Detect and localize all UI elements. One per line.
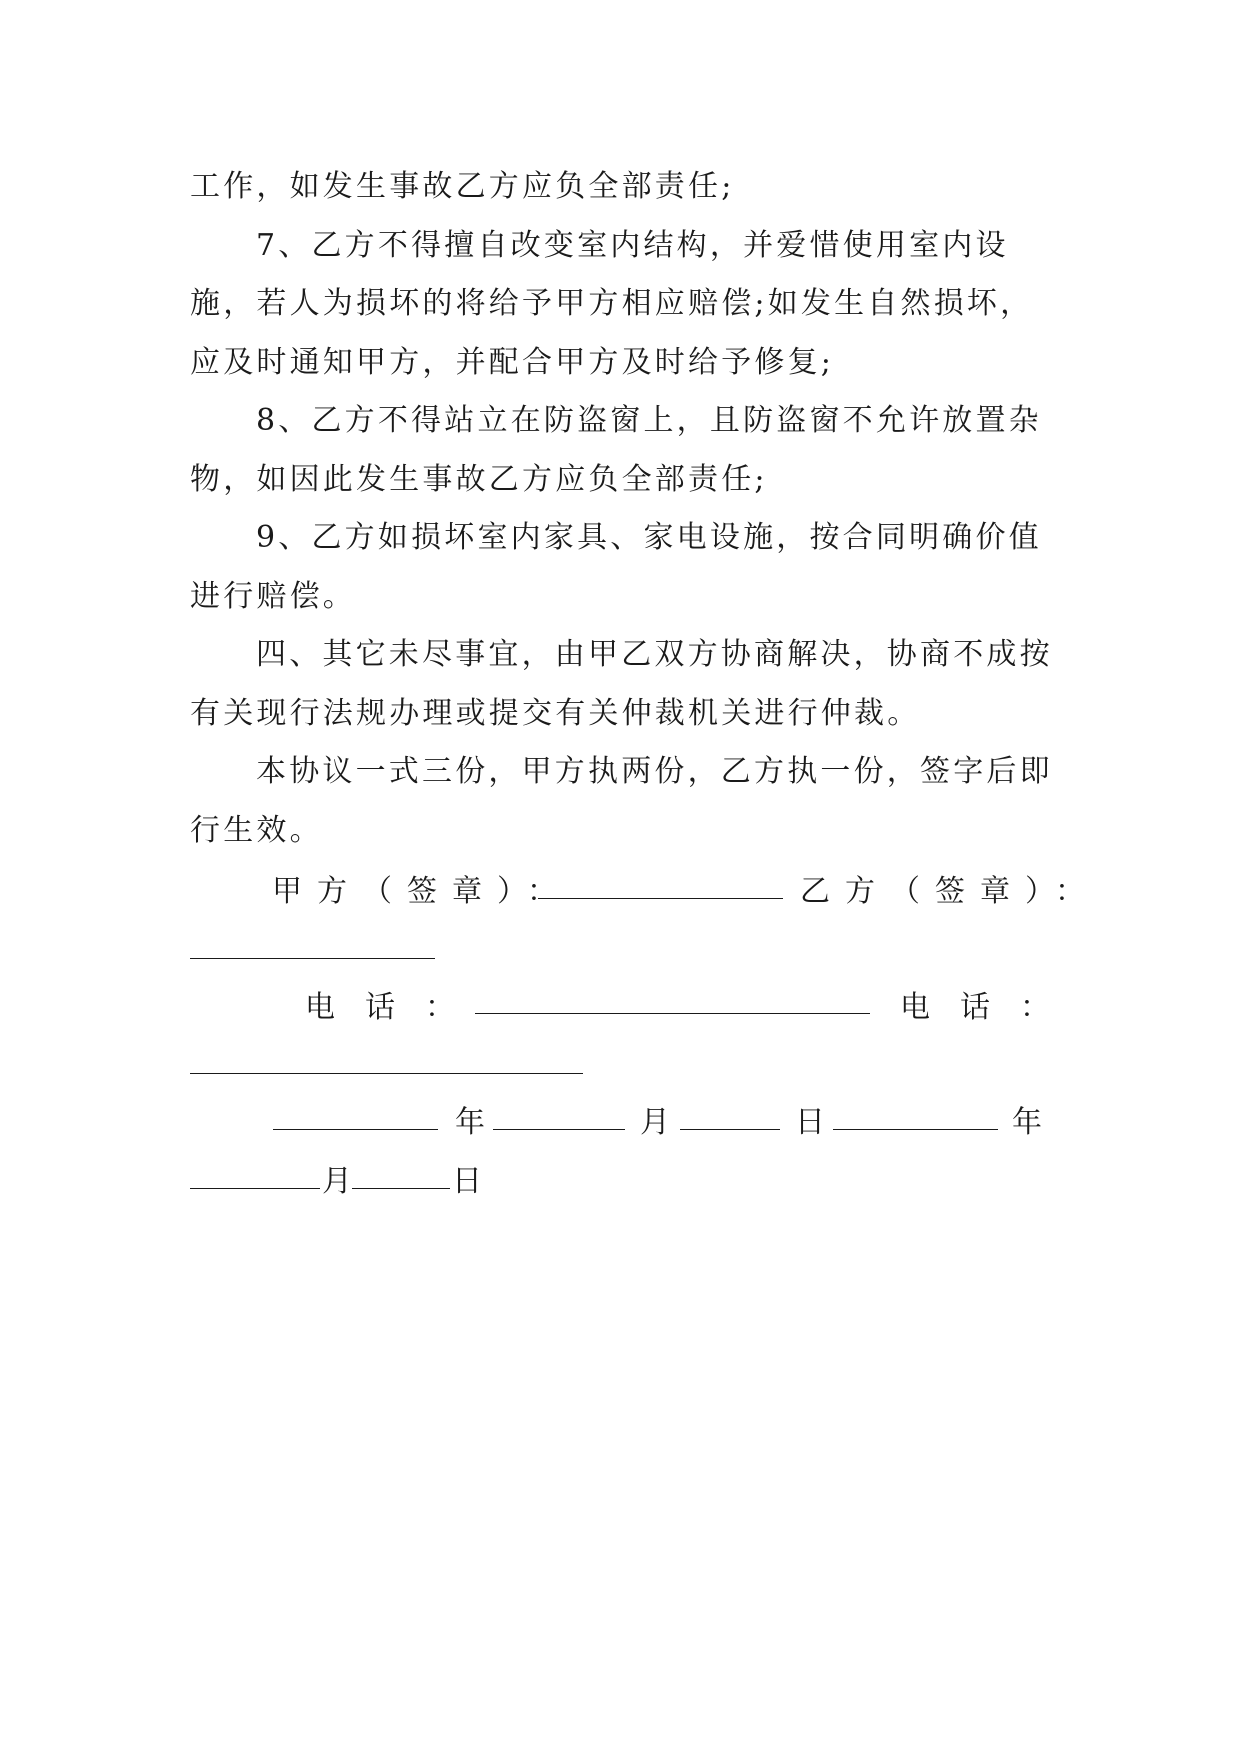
date-a-month-label: 月 [640, 1105, 673, 1140]
paragraph: 8、乙方不得站立在防盗窗上，且防盗窗不允许放置杂物，如因此发生事故乙方应负全部责任; [190, 403, 1042, 497]
date-b-day-blank [352, 1166, 450, 1189]
date-a-day-label: 日 [795, 1105, 828, 1140]
date-b-year-label: 年 [1012, 1105, 1045, 1140]
party-a-signature-blank [538, 876, 783, 899]
phone-b-blank [190, 1051, 583, 1074]
paragraph: 本协议一式三份，甲方执两份，乙方执一份，签字后即行生效。 [190, 754, 1053, 848]
paragraph: 工作，如发生事故乙方应负全部责任; [190, 169, 735, 204]
paragraph: 四、其它未尽事宜，由甲乙双方协商解决，协商不成按有关现行法规办理或提交有关仲裁机关进行仲裁。 [190, 637, 1053, 731]
date-b-month-blank [190, 1166, 320, 1189]
party-b-label: 乙方（签章）： [800, 874, 1100, 909]
party-b-signature-blank [190, 936, 435, 959]
document-body [190, 158, 1060, 860]
party-a-signature-line [272, 866, 572, 910]
paragraph: 9、乙方如损坏室内家具、家电设施，按合同明确价值进行赔偿。 [190, 520, 1042, 614]
phone-b-line [900, 982, 1080, 1026]
party-b-signature-line [800, 866, 1100, 910]
phone-a-label: 电话： [305, 990, 485, 1025]
date-a-year-label: 年 [455, 1105, 488, 1140]
date-b-month-label: 月 [322, 1164, 355, 1199]
phone-a-blank [475, 991, 870, 1014]
paragraph: 7、乙方不得擅自改变室内结构，并爱惜使用室内设施，若人为损坏的将给予甲方相应赔偿;如发生自然损坏，应及时通知甲方，并配合甲方及时给予修复; [190, 227, 1034, 380]
date-b-day-label: 日 [452, 1164, 485, 1199]
date-a-year-blank [273, 1107, 438, 1130]
date-a-day-blank [680, 1107, 780, 1130]
date-a-month-blank [493, 1107, 625, 1130]
party-a-label: 甲方（签章）： [272, 874, 572, 909]
date-b-year-blank [833, 1107, 998, 1130]
phone-a-line [305, 982, 485, 1026]
phone-b-label: 电话： [900, 990, 1080, 1025]
